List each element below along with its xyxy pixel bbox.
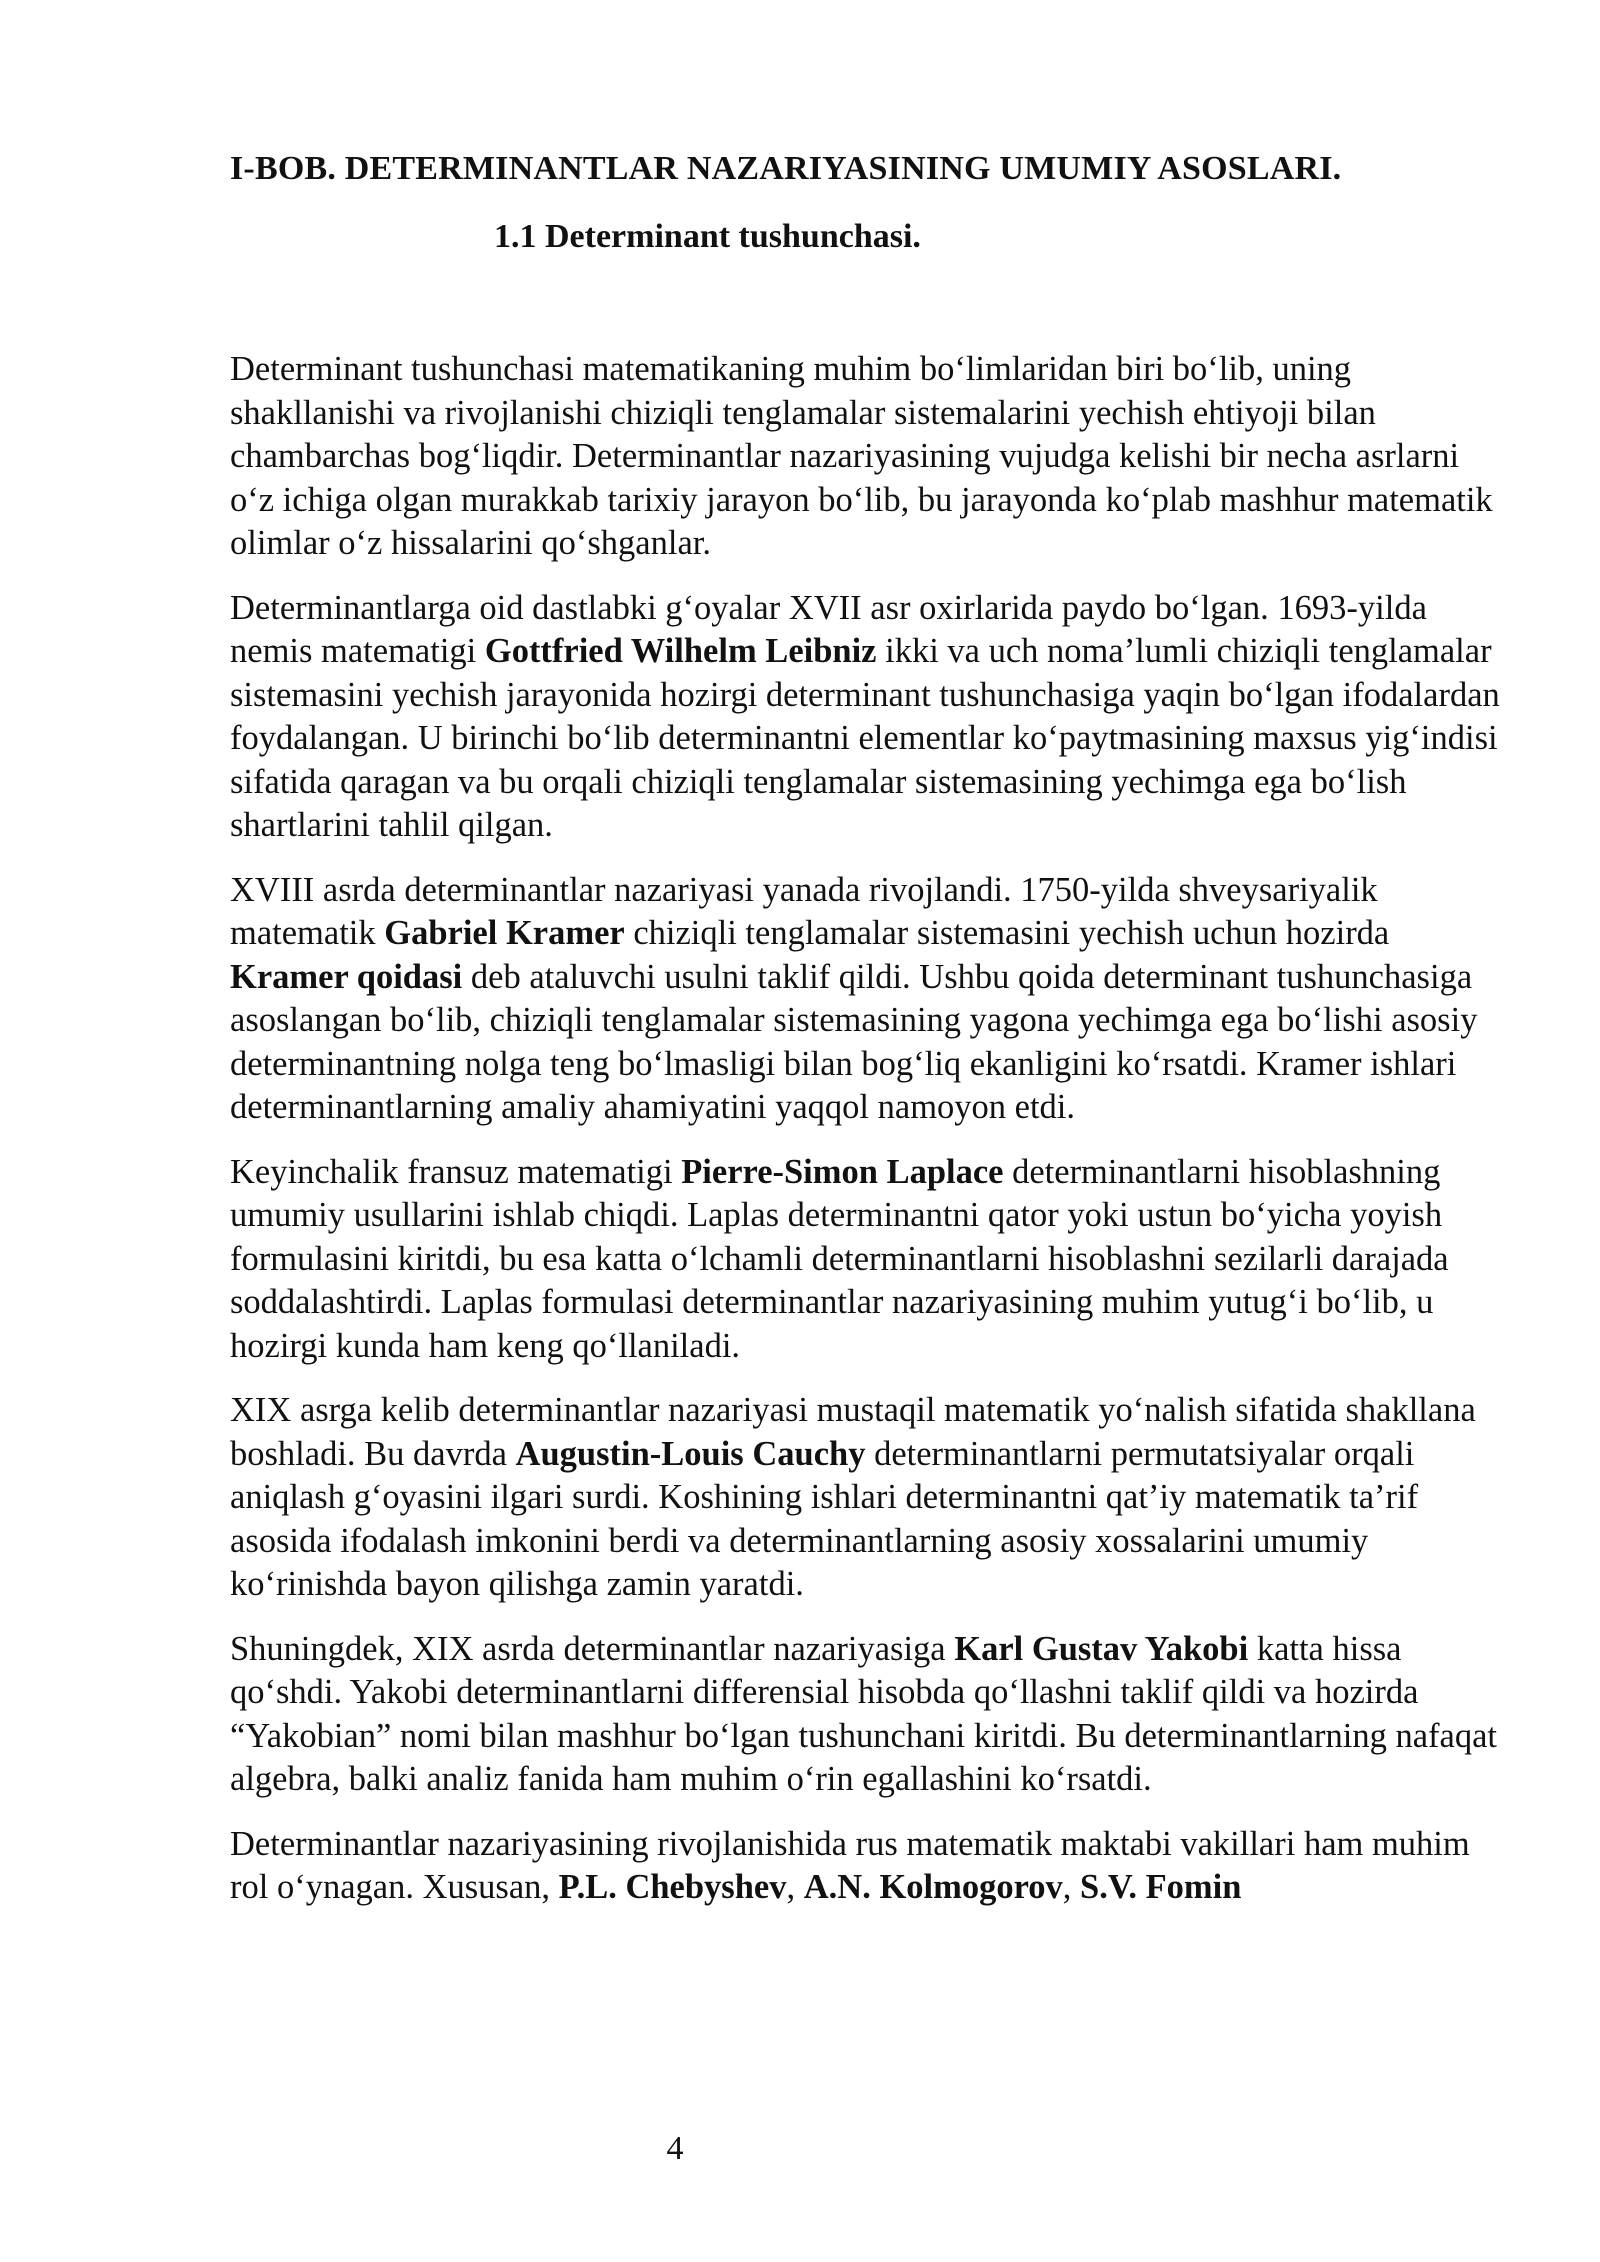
body-text bbox=[230, 348, 1500, 1931]
paragraph-7 bbox=[230, 1823, 1500, 1910]
bold-name-kramer: Gabriel Kramer bbox=[384, 914, 625, 952]
paragraph-text: Shuningdek, XIX asrda determinantlar nazariyasiga bbox=[230, 1629, 955, 1668]
paragraph-text: Keyinchalik fransuz matematigi bbox=[230, 1152, 682, 1191]
paragraph-text: XIX asrga kelib determinantlar nazariyasi mustaqil matematik yo‘nalish sifatida shakllana boshladi. Bu davrda bbox=[230, 1391, 1476, 1473]
paragraph-2 bbox=[230, 587, 1500, 848]
paragraph-text: katta hissa qo‘shdi. Yakobi determinantlarni differensial hisobda qo‘llashni taklif qildi va hozirda “Yakobian” nomi bilan mashhur bo‘lgan tushunchani kiritdi. Bu determinantlarning nafaqat algebra, balki analiz fanida ham muhim o‘rin egallashini ko‘rsatdi. bbox=[230, 1629, 1497, 1798]
paragraph-6 bbox=[230, 1628, 1500, 1802]
paragraph-text: , bbox=[1062, 1868, 1081, 1906]
paragraph-text: Determinant tushunchasi matematikaning muhim bo‘limlaridan biri bo‘lib, uning shakllanishi va rivojlanishi chiziqli tenglamalar sistemalarini yechish ehtiyoji bilan chambarchas bog‘liqdir. Determinantlar nazariyasining vujudga kelishi bir necha asrlarni o‘z ichiga olgan murakkab tarixiy jarayon bo‘lib, bu jarayonda ko‘plab mashhur matematik olimlar o‘z hissalarini qo‘shganlar. bbox=[230, 350, 1493, 562]
bold-name-kolmogorov: A.N. Kolmogorov bbox=[803, 1868, 1063, 1906]
paragraph-4 bbox=[230, 1151, 1500, 1369]
bold-name-fomin: S.V. Fomin bbox=[1080, 1868, 1242, 1906]
paragraph-text: , bbox=[786, 1868, 804, 1906]
paragraph-1 bbox=[230, 348, 1500, 566]
paragraph-text: Determinantlar nazariyasining rivojlanishida rus matematik maktabi vakillari ham muhim rol o‘ynagan. Xususan, bbox=[230, 1824, 1470, 1906]
bold-name-yakobi: Karl Gustav Yakobi bbox=[954, 1629, 1249, 1668]
chapter-title: I-BOB. DETERMINANTLAR NAZARIYASINING UMUMIY ASOSLARI. bbox=[230, 150, 1342, 187]
paragraph-3 bbox=[230, 869, 1500, 1130]
paragraph-text: deb ataluvchi usulni taklif qildi. Ushbu qoida determinant tushunchasiga asoslangan bo‘lib, chiziqli tenglamalar sistemasining yagona yechimga ega bo‘lishi asosiy determinantning nolga teng bo‘lmasligi bilan bog‘liq ekanligini ko‘rsatdi. Kramer ishlari determinantlarning amaliy ahamiyatini yaqqol namoyon etdi. bbox=[230, 957, 1478, 1126]
paragraph-text: determinantlarni hisoblashning umumiy usullarini ishlab chiqdi. Laplas determinantni qator yoki ustun bo‘yicha yoyish formulasini kiritdi, bu esa katta o‘lchamli determinantlarni hisoblashni sezilarli darajada soddalashtirdi. Laplas formulasi determinantlar nazariyasining muhim yutug‘i bo‘lib, u hozirgi kunda ham keng qo‘llaniladi. bbox=[230, 1152, 1449, 1365]
section-title: 1.1 Determinant tushunchasi. bbox=[494, 218, 921, 255]
paragraph-text: XVIII asrda determinantlar nazariyasi yanada rivojlandi. 1750-yilda shveysariyalik matematik bbox=[230, 870, 1378, 952]
bold-name-chebyshev: P.L. Chebyshev bbox=[558, 1868, 787, 1906]
paragraph-5 bbox=[230, 1389, 1500, 1607]
paragraph-text: Determinantlarga oid dastlabki g‘oyalar XVII asr oxirlarida paydo bo‘lgan. 1693-yilda nemis matematigi bbox=[230, 588, 1427, 670]
paragraph-text: determinantlarni permutatsiyalar orqali aniqlash g‘oyasini ilgari surdi. Koshining ishlari determinantni qat’iy matematik ta’rif asosida ifodalash imkonini berdi va determinantlarning asosiy xossalarini umumiy ko‘rinishda bayon qilishga zamin yaratdi. bbox=[230, 1434, 1419, 1603]
bold-name-leibniz: Gottfried Wilhelm Leibniz bbox=[484, 632, 877, 670]
paragraph-text: ikki va uch noma’lumli chiziqli tenglamalar sistemasini yechish jarayonida hozirgi determinant tushunchasiga yaqin bo‘lgan ifodalardan foydalangan. U birinchi bo‘lib determinantni elementlar ko‘paytmasining maxsus yig‘indisi sifatida qaragan va bu orqali chiziqli tenglamalar sistemasining yechimga ega bo‘lish shartlarini tahlil qilgan. bbox=[230, 632, 1500, 844]
paragraph-text: chiziqli tenglamalar sistemasini yechish uchun hozirda bbox=[624, 914, 1390, 952]
bold-name-cauchy: Augustin-Louis Cauchy bbox=[515, 1434, 866, 1473]
bold-name-laplace: Pierre-Simon Laplace bbox=[681, 1152, 1004, 1191]
page-number: 4 bbox=[666, 2130, 684, 2167]
bold-term-kramer-rule: Kramer qoidasi bbox=[230, 957, 463, 996]
